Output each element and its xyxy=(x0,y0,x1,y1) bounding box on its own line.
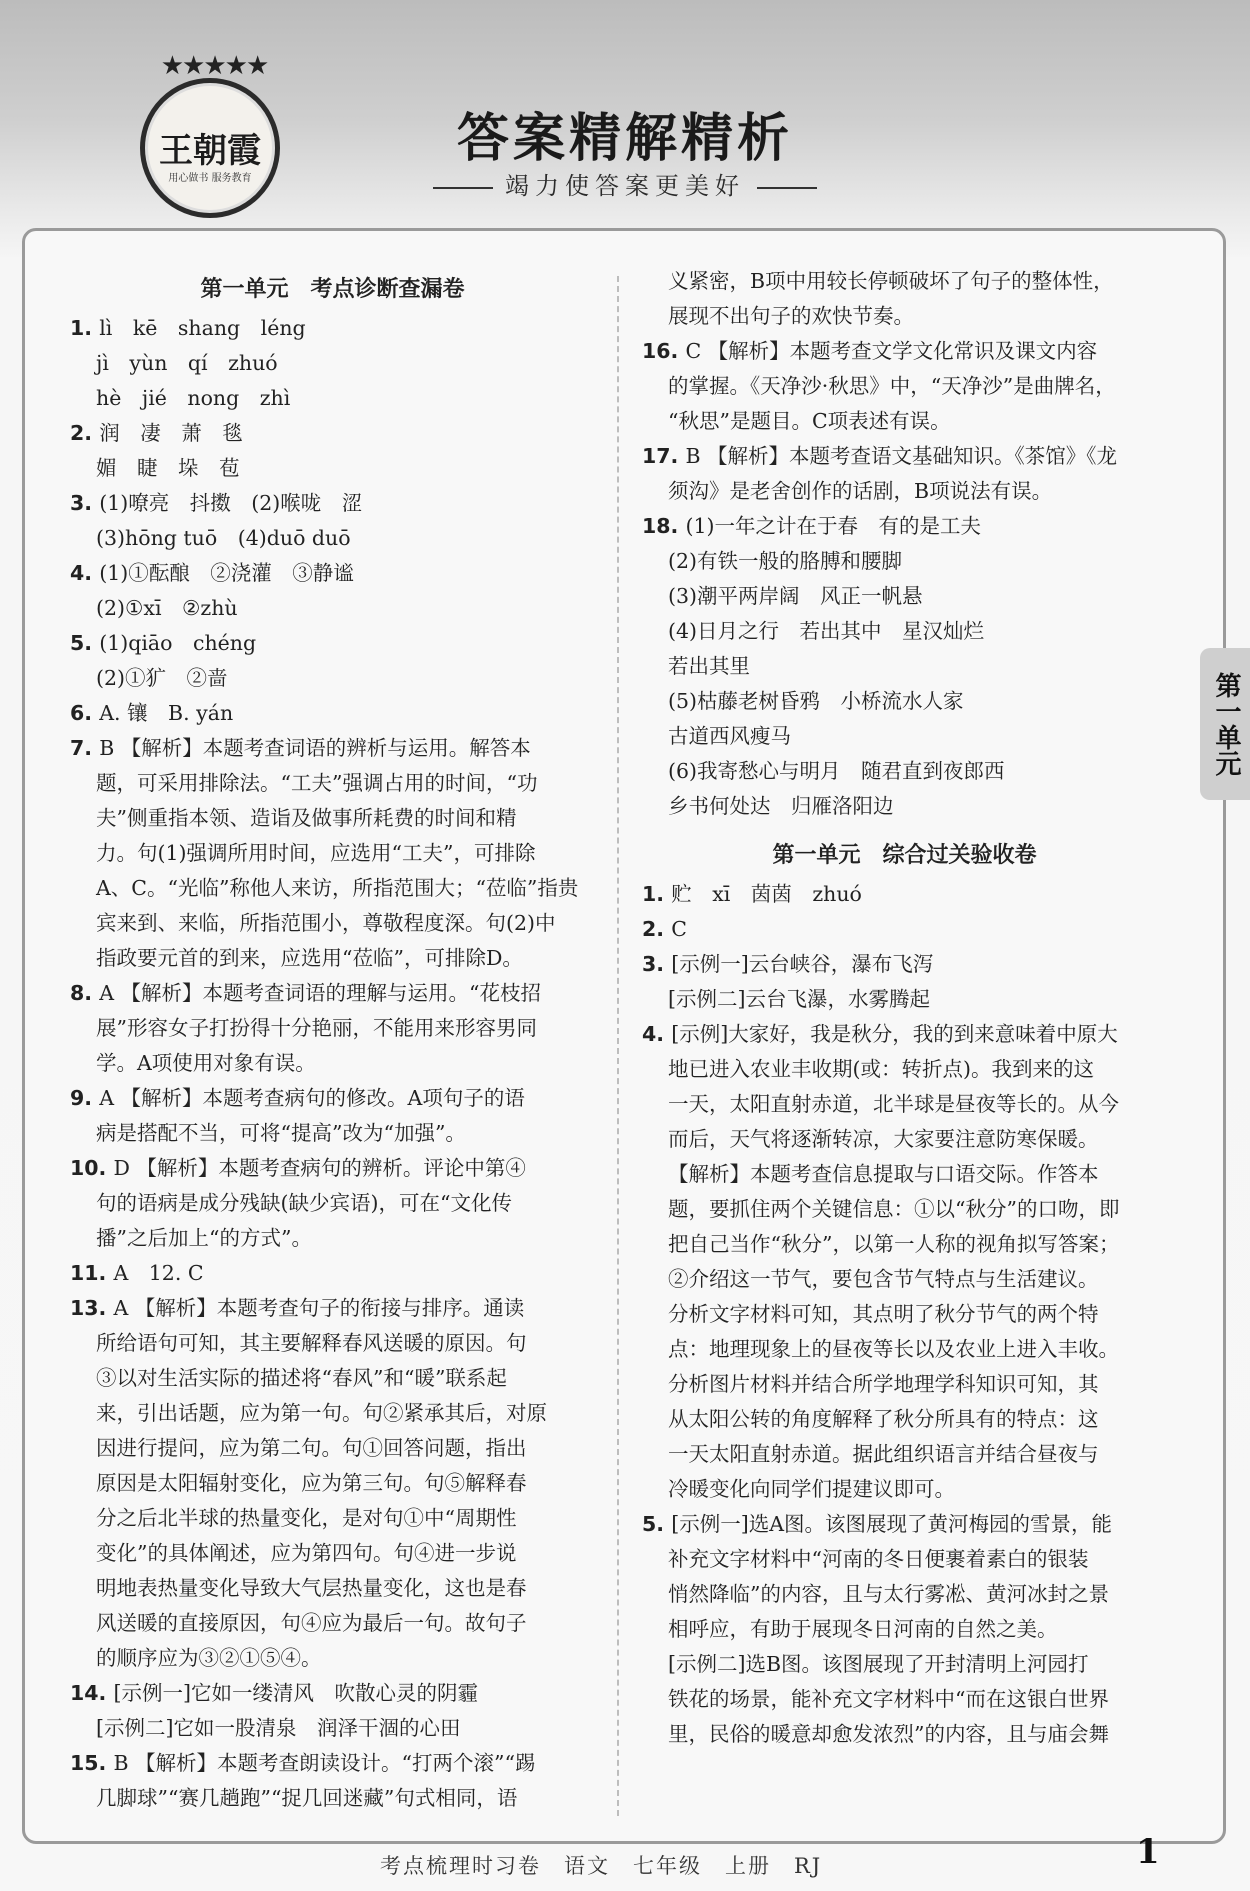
answer-item xyxy=(642,264,1167,334)
answer-line: jì yùn qí zhuó xyxy=(96,351,278,375)
answer-number: 2. xyxy=(70,421,100,445)
answer-line: 几脚球”“赛几趟跑”“捉几回迷藏”句式相同，语 xyxy=(96,1786,518,1810)
answer-text: A 【解析】本题考查词语的理解与运用。“花枝招 xyxy=(99,981,542,1005)
answer-number: 3. xyxy=(70,491,100,515)
right-column xyxy=(642,264,1167,1752)
answer-number: 14. xyxy=(70,1681,114,1705)
answer-line: 夫”侧重指本领、造诣及做事所耗费的时间和精 xyxy=(96,806,517,830)
answer-line: (5)枯藤老树昏鸦 小桥流水人家 xyxy=(668,689,964,713)
answer-line: [示例二]云台飞瀑，水雾腾起 xyxy=(668,987,930,1011)
header xyxy=(0,0,1250,240)
answer-line: 展现不出句子的欢快节奏。 xyxy=(668,304,914,328)
answer-text: A 【解析】本题考查病句的修改。A项句子的语 xyxy=(99,1086,525,1110)
answer-number: 5. xyxy=(70,631,100,655)
answer-line: 把自己当作“秋分”，以第一人称的视角拟写答案； xyxy=(668,1232,1120,1256)
answer-line: 播”之后加上“的方式”。 xyxy=(96,1226,312,1250)
answer-line: 乡书何处达 归雁洛阳边 xyxy=(668,794,894,818)
footer-text: 考点梳理时习卷 语文 七年级 上册 RJ xyxy=(380,1854,823,1878)
subtitle-dash-right xyxy=(757,187,817,189)
answer-line: 分析图片材料并结合所学地理学科知识可知，其 xyxy=(668,1372,1099,1396)
answer-line: 点：地理现象上的昼夜等长以及农业上进入丰收。 xyxy=(668,1337,1119,1361)
answer-number: 9. xyxy=(70,1086,100,1110)
answer-item xyxy=(70,1746,595,1816)
answer-line: 分之后北半球的热量变化，是对句①中“周期性 xyxy=(96,1506,517,1530)
left-column xyxy=(70,264,595,1816)
answer-text: A 【解析】本题考查句子的衔接与排序。通读 xyxy=(113,1296,525,1320)
answer-line: 明地表热量变化导致大气层热量变化，这也是春 xyxy=(96,1576,527,1600)
answer-line xyxy=(642,509,1167,544)
answer-line xyxy=(70,556,595,591)
answer-text: C xyxy=(671,917,687,941)
answer-number: 15. xyxy=(70,1751,114,1775)
answer-text: [示例一]它如一缕清风 吹散心灵的阴霾 xyxy=(113,1681,478,1705)
answer-line xyxy=(642,877,1167,912)
answer-item xyxy=(642,1507,1167,1752)
answer-item xyxy=(70,696,595,731)
answer-line xyxy=(642,334,1167,369)
subtitle-dash-left xyxy=(433,187,493,189)
logo-motto: 用心做书 服务教育 xyxy=(168,173,252,184)
answer-text: A 12. C xyxy=(113,1261,204,1285)
page-title: 答案精解精析 xyxy=(456,109,793,169)
answer-line xyxy=(70,731,595,766)
answer-text: [示例一]云台峡谷，瀑布飞泻 xyxy=(671,952,934,976)
subtitle-text: 竭力使答案更美好 xyxy=(505,172,745,200)
answer-number: 1. xyxy=(70,316,100,340)
answer-text: B 【解析】本题考查朗读设计。“打两个滚”“踢 xyxy=(113,1751,536,1775)
answer-line: “秋思”是题目。C项表述有误。 xyxy=(668,409,951,433)
answer-line: 里，民俗的暖意却愈发浓烈”的内容，且与庙会舞 xyxy=(668,1722,1109,1746)
answer-line: 因进行提问，应为第二句。句①回答问题，指出 xyxy=(96,1436,527,1460)
answer-line: 从太阳公转的角度解释了秋分所具有的特点：这 xyxy=(668,1407,1099,1431)
answer-text: [示例一]选A图。该图展现了黄河梅园的雪景，能 xyxy=(671,1512,1113,1536)
unit-side-tab: 第一单元 xyxy=(1200,648,1250,800)
answer-item xyxy=(70,1081,595,1151)
answer-line: (6)我寄愁心与明月 随君直到夜郎西 xyxy=(668,759,1005,783)
answer-line: 分析文字材料可知，其点明了秋分节气的两个特 xyxy=(668,1302,1099,1326)
answer-line: [示例二]它如一股清泉 润泽干涸的心田 xyxy=(96,1716,461,1740)
answer-text: [示例]大家好，我是秋分，我的到来意味着中原大 xyxy=(671,1022,1118,1046)
answer-item xyxy=(642,334,1167,439)
answer-text: (1)qiāo chéng xyxy=(99,631,257,655)
answer-line: 一天太阳直射赤道。据此组织语言并结合昼夜与 xyxy=(668,1442,1099,1466)
answer-line: 宾来到、来临，所指范围小，尊敬程度深。句(2)中 xyxy=(96,911,556,935)
answer-line xyxy=(70,486,595,521)
answer-line: 而后，天气将逐渐转凉，大家要注意防寒保暖。 xyxy=(668,1127,1099,1151)
answer-number: 4. xyxy=(70,561,100,585)
answer-text: 润 凄 萧 毯 xyxy=(99,421,243,445)
answer-number: 8. xyxy=(70,981,100,1005)
answer-text: B 【解析】本题考查词语的辨析与运用。解答本 xyxy=(99,736,531,760)
answer-line xyxy=(70,1081,595,1116)
answer-line: 病是搭配不当，可将“提高”改为“加强”。 xyxy=(96,1121,466,1145)
column-divider xyxy=(617,276,619,1816)
answer-number: 16. xyxy=(642,339,686,363)
answer-line: 【解析】本题考查信息提取与口语交际。作答本 xyxy=(668,1162,1099,1186)
answer-line: 地已进入农业丰收期(或：转折点)。我到来的这 xyxy=(668,1057,1094,1081)
answer-line: (2)有铁一般的胳膊和腰脚 xyxy=(668,549,903,573)
answer-item xyxy=(70,1151,595,1256)
answer-line: 须沟》是老舍创作的话剧，B项说法有误。 xyxy=(668,479,1053,503)
answer-line: ②介绍这一节气，要包含节气特点与生活建议。 xyxy=(668,1267,1099,1291)
answer-line: 所给语句可知，其主要解释春风送暖的原因。句 xyxy=(96,1331,527,1355)
answer-line xyxy=(70,1676,595,1711)
answer-number: 6. xyxy=(70,701,100,725)
answer-line: (4)日月之行 若出其中 星汉灿烂 xyxy=(668,619,985,643)
logo-brand: 王朝霞 xyxy=(159,131,261,171)
answer-line: 题，要抓住两个关键信息：①以“秋分”的口吻，即 xyxy=(668,1197,1120,1221)
answer-line: 补充文字材料中“河南的冬日便裹着素白的银装 xyxy=(668,1547,1089,1571)
answer-line: hè jié nong zhì xyxy=(96,386,291,410)
answer-text: D 【解析】本题考查病句的辨析。评论中第④ xyxy=(113,1156,526,1180)
answer-item xyxy=(70,626,595,696)
answer-text: B 【解析】本题考查语文基础知识。《茶馆》《龙 xyxy=(685,444,1118,468)
answer-line xyxy=(642,947,1167,982)
answer-line: 原因是太阳辐射变化，应为第三句。句⑤解释春 xyxy=(96,1471,527,1495)
answer-line: 句的语病是成分残缺(缺少宾语)，可在“文化传 xyxy=(96,1191,512,1215)
answer-item xyxy=(642,1017,1167,1507)
answer-line: ③以对生活实际的描述将“春风”和“暖”联系起 xyxy=(96,1366,507,1390)
answer-number: 5. xyxy=(642,1512,672,1536)
answer-text: A. 镶 B. yán xyxy=(99,701,234,725)
answer-line: 来，引出话题，应为第一句。句②紧承其后，对原 xyxy=(96,1401,547,1425)
page-number: 1 xyxy=(1136,1832,1160,1872)
answer-text: (1)①酝酿 ②浇灌 ③静谧 xyxy=(99,561,354,585)
answer-line: (2)①犷 ②啬 xyxy=(96,666,228,690)
answer-line: 风送暖的直接原因，句④应为最后一句。故句子 xyxy=(96,1611,527,1635)
answer-number: 17. xyxy=(642,444,686,468)
answer-line xyxy=(70,1256,595,1291)
answer-line: 题，可采用排除法。“工夫”强调占用的时间，“功 xyxy=(96,771,538,795)
answer-item xyxy=(642,509,1167,824)
answer-line: 媚 睫 垛 苞 xyxy=(96,456,240,480)
answer-text: 贮 xī 茵茵 zhuó xyxy=(671,882,862,906)
answer-line xyxy=(70,1746,595,1781)
answer-line: (2)①xī ②zhù xyxy=(96,596,238,620)
footer xyxy=(0,1848,1250,1891)
right-answer-list-top xyxy=(642,264,1167,824)
answer-line xyxy=(642,439,1167,474)
answer-number: 7. xyxy=(70,736,100,760)
answer-line: 一天，太阳直射赤道，北半球是昼夜等长的。从今 xyxy=(668,1092,1119,1116)
left-answer-list xyxy=(70,311,595,1816)
answer-line xyxy=(70,416,595,451)
answer-item xyxy=(70,416,595,486)
answer-number: 13. xyxy=(70,1296,114,1320)
answer-line: (3)潮平两岸阔 风正一帆悬 xyxy=(668,584,923,608)
section-title: 第一单元 考点诊断查漏卷 xyxy=(200,277,465,302)
answer-line: A、C。“光临”称他人来访，所指范围大；“莅临”指贵 xyxy=(96,876,579,900)
answer-item xyxy=(642,947,1167,1017)
answer-item xyxy=(642,912,1167,947)
answer-number: 2. xyxy=(642,917,672,941)
answer-line xyxy=(642,1507,1167,1542)
answer-item xyxy=(642,877,1167,912)
answer-line: 铁花的场景，能补充文字材料中“而在这银白世界 xyxy=(668,1687,1109,1711)
answer-number: 1. xyxy=(642,882,672,906)
answer-line: 义紧密，B项中用较长停顿破坏了句子的整体性， xyxy=(668,269,1114,293)
section-title: 第一单元 综合过关验收卷 xyxy=(772,843,1037,868)
answer-line: 若出其里 xyxy=(668,654,750,678)
answer-text: C 【解析】本题考查文学文化常识及课文内容 xyxy=(685,339,1098,363)
answer-line: 的顺序应为③②①⑤④。 xyxy=(96,1646,322,1670)
answer-line xyxy=(70,311,595,346)
answer-line: 变化”的具体阐述，应为第四句。句④进一步说 xyxy=(96,1541,517,1565)
answer-line: 的掌握。《天净沙·秋思》中，“天净沙”是曲牌名， xyxy=(668,374,1116,398)
answer-line xyxy=(70,1291,595,1326)
answer-line xyxy=(70,626,595,661)
answer-number: 4. xyxy=(642,1022,672,1046)
page-subtitle xyxy=(0,166,1250,201)
answer-text: (1)嘹亮 抖擞 (2)喉咙 涩 xyxy=(99,491,363,515)
answer-text: lì kē shang léng xyxy=(99,316,306,340)
answer-text: (1)一年之计在于春 有的是工夫 xyxy=(685,514,981,538)
answer-item xyxy=(70,1256,595,1291)
answer-number: 11. xyxy=(70,1261,114,1285)
answer-line xyxy=(70,976,595,1011)
answer-line xyxy=(642,912,1167,947)
answer-item xyxy=(70,1291,595,1676)
answer-line: 悄然降临”的内容，且与太行雾凇、黄河冰封之景 xyxy=(668,1582,1109,1606)
answer-item xyxy=(70,1676,595,1746)
answer-item xyxy=(70,731,595,976)
right-answer-list-bottom xyxy=(642,877,1167,1752)
answer-line: 力。句(1)强调所用时间，应选用“工夫”，可排除 xyxy=(96,841,536,865)
answer-line: 古道西风瘦马 xyxy=(668,724,791,748)
answer-line: (3)hōng tuō (4)duō duō xyxy=(96,526,351,550)
answer-item xyxy=(70,311,595,416)
answer-line xyxy=(642,1017,1167,1052)
answer-line: 相呼应，有助于展现冬日河南的自然之美。 xyxy=(668,1617,1058,1641)
logo-stars: ★★★★★ xyxy=(160,51,268,81)
answer-line: 冷暖变化向同学们提建议即可。 xyxy=(668,1477,955,1501)
answer-item xyxy=(70,486,595,556)
answer-number: 3. xyxy=(642,952,672,976)
answer-item xyxy=(70,976,595,1081)
answer-line: 指政要元首的到来，应选用“莅临”，可排除D。 xyxy=(96,946,523,970)
answer-number: 10. xyxy=(70,1156,114,1180)
answer-item xyxy=(70,556,595,626)
answer-line: 学。A项使用对象有误。 xyxy=(96,1051,316,1075)
answer-line xyxy=(70,1151,595,1186)
answer-number: 18. xyxy=(642,514,686,538)
answer-line: [示例二]选B图。该图展现了开封清明上河园打 xyxy=(668,1652,1089,1676)
answer-item xyxy=(642,439,1167,509)
answer-line xyxy=(70,696,595,731)
answer-line: 展”形容女子打扮得十分艳丽，不能用来形容男同 xyxy=(96,1016,537,1040)
